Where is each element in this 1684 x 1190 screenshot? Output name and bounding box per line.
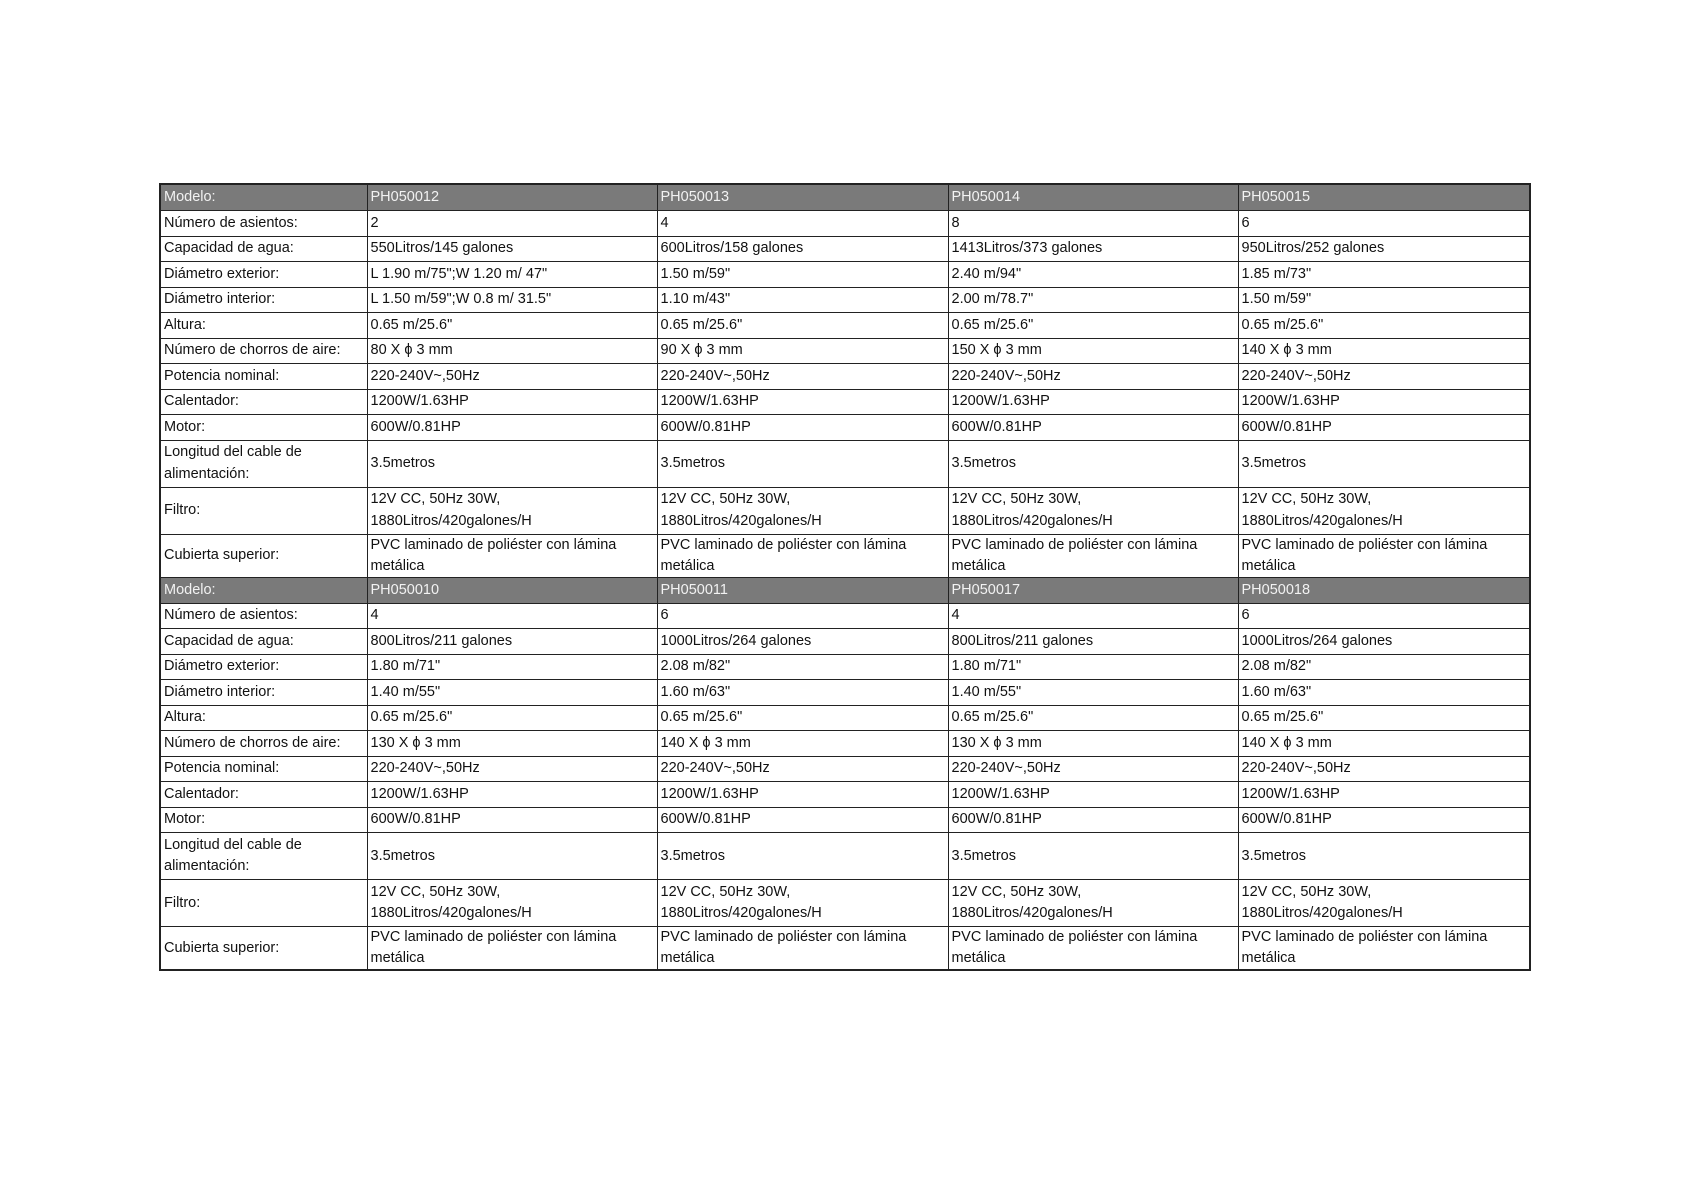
spec-label: Motor: bbox=[160, 415, 367, 441]
spec-label: Calentador: bbox=[160, 389, 367, 415]
spec-value: PVC laminado de poliéster con lámina metálica bbox=[657, 927, 948, 971]
spec-label: Diámetro interior: bbox=[160, 680, 367, 706]
spec-label: Potencia nominal: bbox=[160, 364, 367, 390]
spec-value: 0.65 m/25.6" bbox=[948, 313, 1238, 339]
spec-value: 220-240V~,50Hz bbox=[657, 756, 948, 782]
spec-value: 0.65 m/25.6" bbox=[1238, 705, 1530, 731]
spec-value: 600W/0.81HP bbox=[948, 807, 1238, 833]
spec-value: 1200W/1.63HP bbox=[367, 389, 657, 415]
spec-value: 2.00 m/78.7" bbox=[948, 287, 1238, 313]
spec-row-numero-de-asientos bbox=[160, 211, 1530, 237]
spec-row-altura bbox=[160, 705, 1530, 731]
spec-value: 3.5metros bbox=[1238, 833, 1530, 880]
spec-value: 0.65 m/25.6" bbox=[948, 705, 1238, 731]
spec-label: Diámetro exterior: bbox=[160, 654, 367, 680]
spec-value: L 1.50 m/59";W 0.8 m/ 31.5" bbox=[367, 287, 657, 313]
spec-value: 3.5metros bbox=[948, 440, 1238, 487]
spec-label: Calentador: bbox=[160, 782, 367, 808]
spec-value: PVC laminado de poliéster con lámina metálica bbox=[367, 534, 657, 577]
spec-row-longitud-del-cable-de-alimentacion bbox=[160, 833, 1530, 880]
spec-value: 1.85 m/73" bbox=[1238, 262, 1530, 288]
spec-value: 12V CC, 50Hz 30W, 1880Litros/420galones/H bbox=[948, 880, 1238, 927]
spec-value: 130 X ϕ 3 mm bbox=[367, 731, 657, 757]
spec-value: 220-240V~,50Hz bbox=[367, 364, 657, 390]
model-code: PH050018 bbox=[1238, 577, 1530, 603]
spec-value: PVC laminado de poliéster con lámina metálica bbox=[657, 534, 948, 577]
spec-value: 140 X ϕ 3 mm bbox=[1238, 338, 1530, 364]
spec-value: 2.40 m/94" bbox=[948, 262, 1238, 288]
spec-value: 8 bbox=[948, 211, 1238, 237]
spec-value: 3.5metros bbox=[1238, 440, 1530, 487]
spec-value: 950Litros/252 galones bbox=[1238, 236, 1530, 262]
spec-value: 600W/0.81HP bbox=[367, 807, 657, 833]
spec-value: 1200W/1.63HP bbox=[367, 782, 657, 808]
spec-value: 1.60 m/63" bbox=[657, 680, 948, 706]
spec-value: 220-240V~,50Hz bbox=[948, 756, 1238, 782]
spec-row-diametro-interior bbox=[160, 287, 1530, 313]
spec-row-numero-de-chorros-de-aire bbox=[160, 338, 1530, 364]
spec-value: 4 bbox=[657, 211, 948, 237]
spec-value: L 1.90 m/75";W 1.20 m/ 47" bbox=[367, 262, 657, 288]
spec-value: 1200W/1.63HP bbox=[1238, 782, 1530, 808]
model-code: PH050010 bbox=[367, 577, 657, 603]
model-code: PH050015 bbox=[1238, 184, 1530, 211]
spec-value: 1.40 m/55" bbox=[367, 680, 657, 706]
spec-value: 800Litros/211 galones bbox=[367, 629, 657, 655]
spec-label: Capacidad de agua: bbox=[160, 629, 367, 655]
spec-value: 1.80 m/71" bbox=[367, 654, 657, 680]
spec-value: PVC laminado de poliéster con lámina metálica bbox=[367, 927, 657, 971]
spec-value: 1200W/1.63HP bbox=[657, 389, 948, 415]
spec-value: 1.10 m/43" bbox=[657, 287, 948, 313]
model-code: PH050017 bbox=[948, 577, 1238, 603]
spec-row-numero-de-chorros-de-aire bbox=[160, 731, 1530, 757]
spec-label: Número de asientos: bbox=[160, 211, 367, 237]
spec-value: 4 bbox=[948, 603, 1238, 629]
spec-label: Potencia nominal: bbox=[160, 756, 367, 782]
spec-label: Capacidad de agua: bbox=[160, 236, 367, 262]
model-header-label: Modelo: bbox=[160, 184, 367, 211]
spec-value: 1413Litros/373 galones bbox=[948, 236, 1238, 262]
spec-value: 3.5metros bbox=[948, 833, 1238, 880]
model-code: PH050011 bbox=[657, 577, 948, 603]
spec-value: 0.65 m/25.6" bbox=[367, 705, 657, 731]
spec-row-motor bbox=[160, 807, 1530, 833]
spec-value: 0.65 m/25.6" bbox=[657, 313, 948, 339]
spec-label: Motor: bbox=[160, 807, 367, 833]
spec-value: 6 bbox=[1238, 211, 1530, 237]
spec-value: PVC laminado de poliéster con lámina metálica bbox=[948, 534, 1238, 577]
spec-value: 1000Litros/264 galones bbox=[657, 629, 948, 655]
spec-value: 2 bbox=[367, 211, 657, 237]
spec-row-filtro bbox=[160, 487, 1530, 534]
spec-row-cubierta-superior bbox=[160, 927, 1530, 971]
model-header-row bbox=[160, 577, 1530, 603]
spec-label: Altura: bbox=[160, 313, 367, 339]
spec-value: 12V CC, 50Hz 30W, 1880Litros/420galones/H bbox=[1238, 880, 1530, 927]
spec-value: 1200W/1.63HP bbox=[657, 782, 948, 808]
spec-value: 600W/0.81HP bbox=[367, 415, 657, 441]
spec-value: 600W/0.81HP bbox=[1238, 807, 1530, 833]
spec-value: 12V CC, 50Hz 30W, 1880Litros/420galones/H bbox=[657, 487, 948, 534]
spec-value: PVC laminado de poliéster con lámina metálica bbox=[1238, 534, 1530, 577]
spec-value: 1.40 m/55" bbox=[948, 680, 1238, 706]
spec-row-longitud-del-cable-de-alimentacion bbox=[160, 440, 1530, 487]
spec-value: 220-240V~,50Hz bbox=[1238, 756, 1530, 782]
spec-value: 140 X ϕ 3 mm bbox=[657, 731, 948, 757]
spec-value: 12V CC, 50Hz 30W, 1880Litros/420galones/H bbox=[367, 487, 657, 534]
spec-row-altura bbox=[160, 313, 1530, 339]
spec-value: PVC laminado de poliéster con lámina metálica bbox=[948, 927, 1238, 971]
spec-row-capacidad-de-agua bbox=[160, 629, 1530, 655]
spec-value: 220-240V~,50Hz bbox=[1238, 364, 1530, 390]
model-code: PH050014 bbox=[948, 184, 1238, 211]
spec-value: 800Litros/211 galones bbox=[948, 629, 1238, 655]
spec-value: 90 X ϕ 3 mm bbox=[657, 338, 948, 364]
spec-value: 12V CC, 50Hz 30W, 1880Litros/420galones/H bbox=[948, 487, 1238, 534]
spec-value: 0.65 m/25.6" bbox=[367, 313, 657, 339]
spec-label: Número de asientos: bbox=[160, 603, 367, 629]
spec-label: Longitud del cable de alimentación: bbox=[160, 440, 367, 487]
spec-value: 2.08 m/82" bbox=[657, 654, 948, 680]
spec-value: 2.08 m/82" bbox=[1238, 654, 1530, 680]
spec-row-diametro-interior bbox=[160, 680, 1530, 706]
spec-value: 600W/0.81HP bbox=[948, 415, 1238, 441]
spec-value: 12V CC, 50Hz 30W, 1880Litros/420galones/H bbox=[367, 880, 657, 927]
spec-row-filtro bbox=[160, 880, 1530, 927]
spec-value: 600W/0.81HP bbox=[1238, 415, 1530, 441]
spec-row-diametro-exterior bbox=[160, 262, 1530, 288]
spec-value: 1200W/1.63HP bbox=[948, 782, 1238, 808]
spec-value: PVC laminado de poliéster con lámina metálica bbox=[1238, 927, 1530, 971]
spec-value: 220-240V~,50Hz bbox=[657, 364, 948, 390]
model-code: PH050013 bbox=[657, 184, 948, 211]
spec-label: Número de chorros de aire: bbox=[160, 731, 367, 757]
spec-value: 600W/0.81HP bbox=[657, 807, 948, 833]
spec-value: 0.65 m/25.6" bbox=[657, 705, 948, 731]
spec-value: 600Litros/158 galones bbox=[657, 236, 948, 262]
spec-value: 1.50 m/59" bbox=[657, 262, 948, 288]
spec-label: Diámetro interior: bbox=[160, 287, 367, 313]
spec-value: 1200W/1.63HP bbox=[948, 389, 1238, 415]
spec-label: Filtro: bbox=[160, 880, 367, 927]
spec-value: 3.5metros bbox=[367, 440, 657, 487]
spec-label: Cubierta superior: bbox=[160, 534, 367, 577]
spec-value: 3.5metros bbox=[367, 833, 657, 880]
spec-row-potencia-nominal bbox=[160, 364, 1530, 390]
spec-value: 1.80 m/71" bbox=[948, 654, 1238, 680]
spec-row-calentador bbox=[160, 782, 1530, 808]
spec-label: Diámetro exterior: bbox=[160, 262, 367, 288]
spec-value: 1.60 m/63" bbox=[1238, 680, 1530, 706]
spec-value: 12V CC, 50Hz 30W, 1880Litros/420galones/H bbox=[1238, 487, 1530, 534]
spec-row-diametro-exterior bbox=[160, 654, 1530, 680]
spec-table bbox=[159, 183, 1531, 971]
spec-value: 140 X ϕ 3 mm bbox=[1238, 731, 1530, 757]
spec-label: Longitud del cable de alimentación: bbox=[160, 833, 367, 880]
spec-label: Número de chorros de aire: bbox=[160, 338, 367, 364]
spec-table-body bbox=[160, 184, 1530, 970]
spec-row-numero-de-asientos bbox=[160, 603, 1530, 629]
spec-value: 4 bbox=[367, 603, 657, 629]
spec-value: 1200W/1.63HP bbox=[1238, 389, 1530, 415]
spec-value: 6 bbox=[657, 603, 948, 629]
model-code: PH050012 bbox=[367, 184, 657, 211]
spec-value: 1000Litros/264 galones bbox=[1238, 629, 1530, 655]
spec-row-motor bbox=[160, 415, 1530, 441]
spec-value: 130 X ϕ 3 mm bbox=[948, 731, 1238, 757]
spec-row-calentador bbox=[160, 389, 1530, 415]
spec-value: 150 X ϕ 3 mm bbox=[948, 338, 1238, 364]
spec-value: 550Litros/145 galones bbox=[367, 236, 657, 262]
spec-label: Filtro: bbox=[160, 487, 367, 534]
spec-value: 220-240V~,50Hz bbox=[367, 756, 657, 782]
spec-value: 80 X ϕ 3 mm bbox=[367, 338, 657, 364]
spec-row-capacidad-de-agua bbox=[160, 236, 1530, 262]
spec-value: 600W/0.81HP bbox=[657, 415, 948, 441]
spec-value: 3.5metros bbox=[657, 440, 948, 487]
spec-label: Altura: bbox=[160, 705, 367, 731]
model-header-row bbox=[160, 184, 1530, 211]
spec-row-potencia-nominal bbox=[160, 756, 1530, 782]
model-header-label: Modelo: bbox=[160, 577, 367, 603]
spec-value: 0.65 m/25.6" bbox=[1238, 313, 1530, 339]
spec-row-cubierta-superior bbox=[160, 534, 1530, 577]
spec-value: 3.5metros bbox=[657, 833, 948, 880]
spec-label: Cubierta superior: bbox=[160, 927, 367, 971]
spec-value: 1.50 m/59" bbox=[1238, 287, 1530, 313]
spec-value: 12V CC, 50Hz 30W, 1880Litros/420galones/H bbox=[657, 880, 948, 927]
spec-value: 6 bbox=[1238, 603, 1530, 629]
spec-value: 220-240V~,50Hz bbox=[948, 364, 1238, 390]
